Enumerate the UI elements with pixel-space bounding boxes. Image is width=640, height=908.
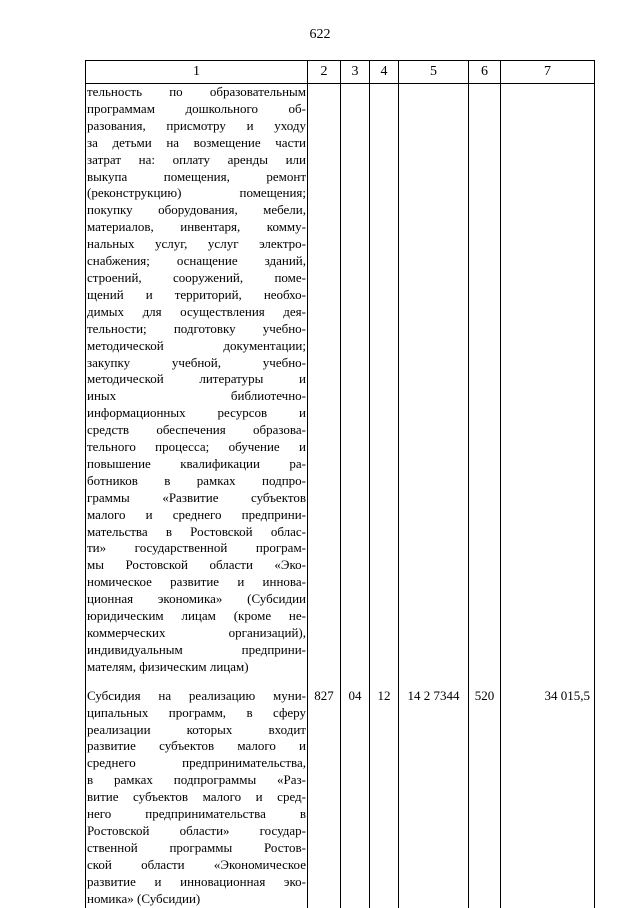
code-subsection (370, 84, 399, 676)
description-line: ципальных программ, в сферу (87, 704, 306, 720)
description-line: методической документации; (87, 337, 306, 353)
description-line: ти» государственной програм- (87, 540, 306, 556)
description-line: номика» (Субсидии) (87, 890, 201, 906)
description-line: методической литературы и (87, 371, 306, 387)
page-number: 622 (309, 27, 331, 42)
description-line: повышение квалификации ра- (87, 455, 306, 471)
code-target: 14 2 7344 (399, 676, 469, 908)
description-line: Ростовской области» государ- (87, 822, 306, 838)
budget-table (85, 60, 595, 908)
description-line: ской области «Экономическое (87, 856, 306, 872)
header-row (86, 61, 595, 84)
table-row (86, 676, 595, 908)
code-subsection: 12 (370, 676, 399, 908)
code-section: 04 (341, 676, 370, 908)
header-col-2: 2 (308, 61, 341, 84)
description-line: Субсидия на реализацию муни- (87, 687, 306, 703)
description-line: номическое развитие и иннова- (87, 574, 306, 590)
amount: 34 015,5 (501, 676, 595, 908)
description-line: программам дошкольного об- (87, 100, 306, 116)
description-line: димых для осуществления дея- (87, 303, 306, 319)
header-col-3: 3 (341, 61, 370, 84)
code-target (399, 84, 469, 676)
row-description (86, 676, 308, 908)
header-col-7: 7 (501, 61, 595, 84)
description-line: (реконструкцию) помещения; (87, 185, 306, 201)
description-line: индивидуальным предприни- (87, 641, 306, 657)
description-line: граммы «Развитие субъектов (87, 489, 306, 505)
description-line: развитие и инновационная эко- (87, 873, 306, 889)
row-description (86, 84, 308, 676)
description-line: покупку оборудования, мебели, (87, 202, 306, 218)
description-line: коммерческих организаций), (87, 625, 306, 640)
description-line: снабжения; оснащение зданий, (87, 253, 306, 269)
description-line: малого и среднего предприни- (87, 506, 306, 522)
code-ministry: 827 (308, 676, 341, 908)
description-line: мы Ростовской области «Эко- (87, 557, 306, 573)
code-expense-type: 520 (469, 676, 501, 908)
description-line: в рамках подпрограммы «Раз- (87, 772, 306, 788)
description-line: материалов, инвентаря, комму- (87, 219, 306, 235)
description-line: витие субъектов малого и сред- (87, 789, 306, 805)
description-line: реализации которых входит (87, 721, 306, 737)
description-line: развитие субъектов малого и (87, 738, 306, 754)
description-line: нальных услуг, услуг электро- (87, 236, 306, 252)
description-line: юридическим лицам (кроме не- (87, 608, 306, 624)
header-col-4: 4 (370, 61, 399, 84)
description-line: ботников в рамках подпро- (87, 472, 306, 488)
code-section (341, 84, 370, 676)
header-col-1: 1 (86, 61, 308, 84)
description-line: иных библиотечно- (87, 388, 306, 404)
header-col-5: 5 (399, 61, 469, 84)
description-line: среднего предпринимательства, (87, 755, 306, 771)
description-line: ционная экономика» (Субсидии (87, 591, 306, 607)
description-line: ственной программы Ростов- (87, 839, 306, 855)
description-line: тельность по образовательным (87, 84, 306, 99)
code-ministry (308, 84, 341, 676)
description-line: строений, сооружений, поме- (87, 269, 306, 285)
description-line: закупку учебной, учебно- (87, 354, 306, 370)
description-line: щений и территорий, необхо- (87, 286, 306, 302)
header-col-6: 6 (469, 61, 501, 84)
description-line: разования, присмотру и уходу (87, 117, 306, 133)
description-line: мательства в Ростовской облас- (87, 523, 306, 539)
amount (501, 84, 595, 676)
description-line: мателям, физическим лицам) (87, 658, 249, 674)
description-line: средств обеспечения образова- (87, 422, 306, 438)
description-line: тельности; подготовку учебно- (87, 320, 306, 336)
description-line: информационных ресурсов и (87, 405, 306, 421)
description-line: тельного процесса; обучение и (87, 439, 306, 455)
table-row (86, 84, 595, 676)
description-line: за детьми на возмещение части (87, 134, 306, 150)
description-line: него предпринимательства в (87, 806, 306, 822)
code-expense-type (469, 84, 501, 676)
description-line: затрат на: оплату аренды или (87, 151, 306, 167)
description-line: выкупа помещения, ремонт (87, 168, 306, 184)
